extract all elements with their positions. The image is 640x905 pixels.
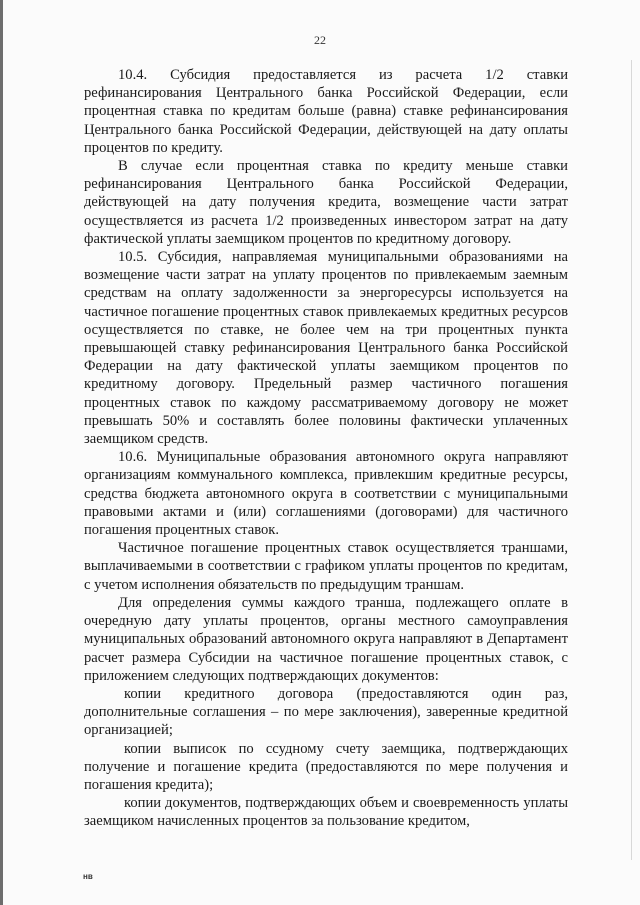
paragraph-10-5: 10.5. Субсидия, направляемая муниципальными образованиями на возмещение части затрат на уплату процентов по привлекаемым заемным средствам на оплату задолженности за энергоресурсы используется на частичное погашение процентных ставок привлекаемых кредитных ресурсов осуществляется по ставке, не более чем на три процентных пункта превышающей ставку рефинансирования Центрального банка Российской Федерации на дату фактической уплаты заемщиком процентов по кредитному договору. Предельный размер частичного погашения процентных ставок по каждому рассматриваемому договору не может превышать 50% и составлять более половины фактически уплаченных заемщиком средств.	[84, 249, 568, 448]
list-item: копии кредитного договора (предоставляются один раз, дополнительные соглашения – по мере заключения), заверенные кредитной организацией;	[84, 685, 568, 739]
paragraph: Частичное погашение процентных ставок осуществляется траншами, выплачиваемыми в соответствии с графиком уплаты процентов по кредитам, с учетом исполнения обязательств по предыдущим траншам.	[84, 540, 568, 593]
paragraph-10-4: 10.4. Субсидия предоставляется из расчета 1/2 ставки рефинансирования Центрального банка Российской Федерации, если процентная ставка по кредитам больше (равна) ставке рефинансирования Центрального банка Российской Федерации, действующей на дату оплаты процентов по кредиту.	[84, 67, 568, 156]
list-item: копии выписок по ссудному счету заемщика, подтверждающих получение и погашение кредита (предоставляются по мере получения и погашения кредита);	[84, 740, 568, 793]
paragraph: Для определения суммы каждого транша, подлежащего оплате в очередную дату уплаты процентов, органы местного самоуправления муниципальных образований автономного округа направляют в Департамент расчет размера Субсидии на частичное погашение процентных ставок, с приложением следующих подтверждающих документов:	[84, 594, 568, 684]
scan-edge	[0, 0, 3, 905]
document-body	[84, 66, 568, 831]
list-item: копии документов, подтверждающих объем и своевременность уплаты заемщиком начисленных процентов за пользование кредитом,	[84, 795, 568, 830]
page-number: 22	[314, 33, 326, 47]
scan-edge-right	[631, 60, 632, 860]
footer-mark: нв	[83, 872, 93, 881]
paragraph-10-6: 10.6. Муниципальные образования автономного округа направляют организациям коммунального комплекса, привлекшим кредитные ресурсы, средства бюджета автономного округа в соответствии с муниципальными правовыми актами и (или) соглашениями (договорами) для частичного погашения процентных ставок.	[84, 449, 568, 539]
paragraph: В случае если процентная ставка по кредиту меньше ставки рефинансирования Центрального банка Российской Федерации, действующей на дату получения кредита, возмещение части затрат осуществляется из расчета 1/2 произведенных инвестором затрат на дату фактической уплаты заемщиком процентов по кредитному договору.	[84, 158, 568, 247]
